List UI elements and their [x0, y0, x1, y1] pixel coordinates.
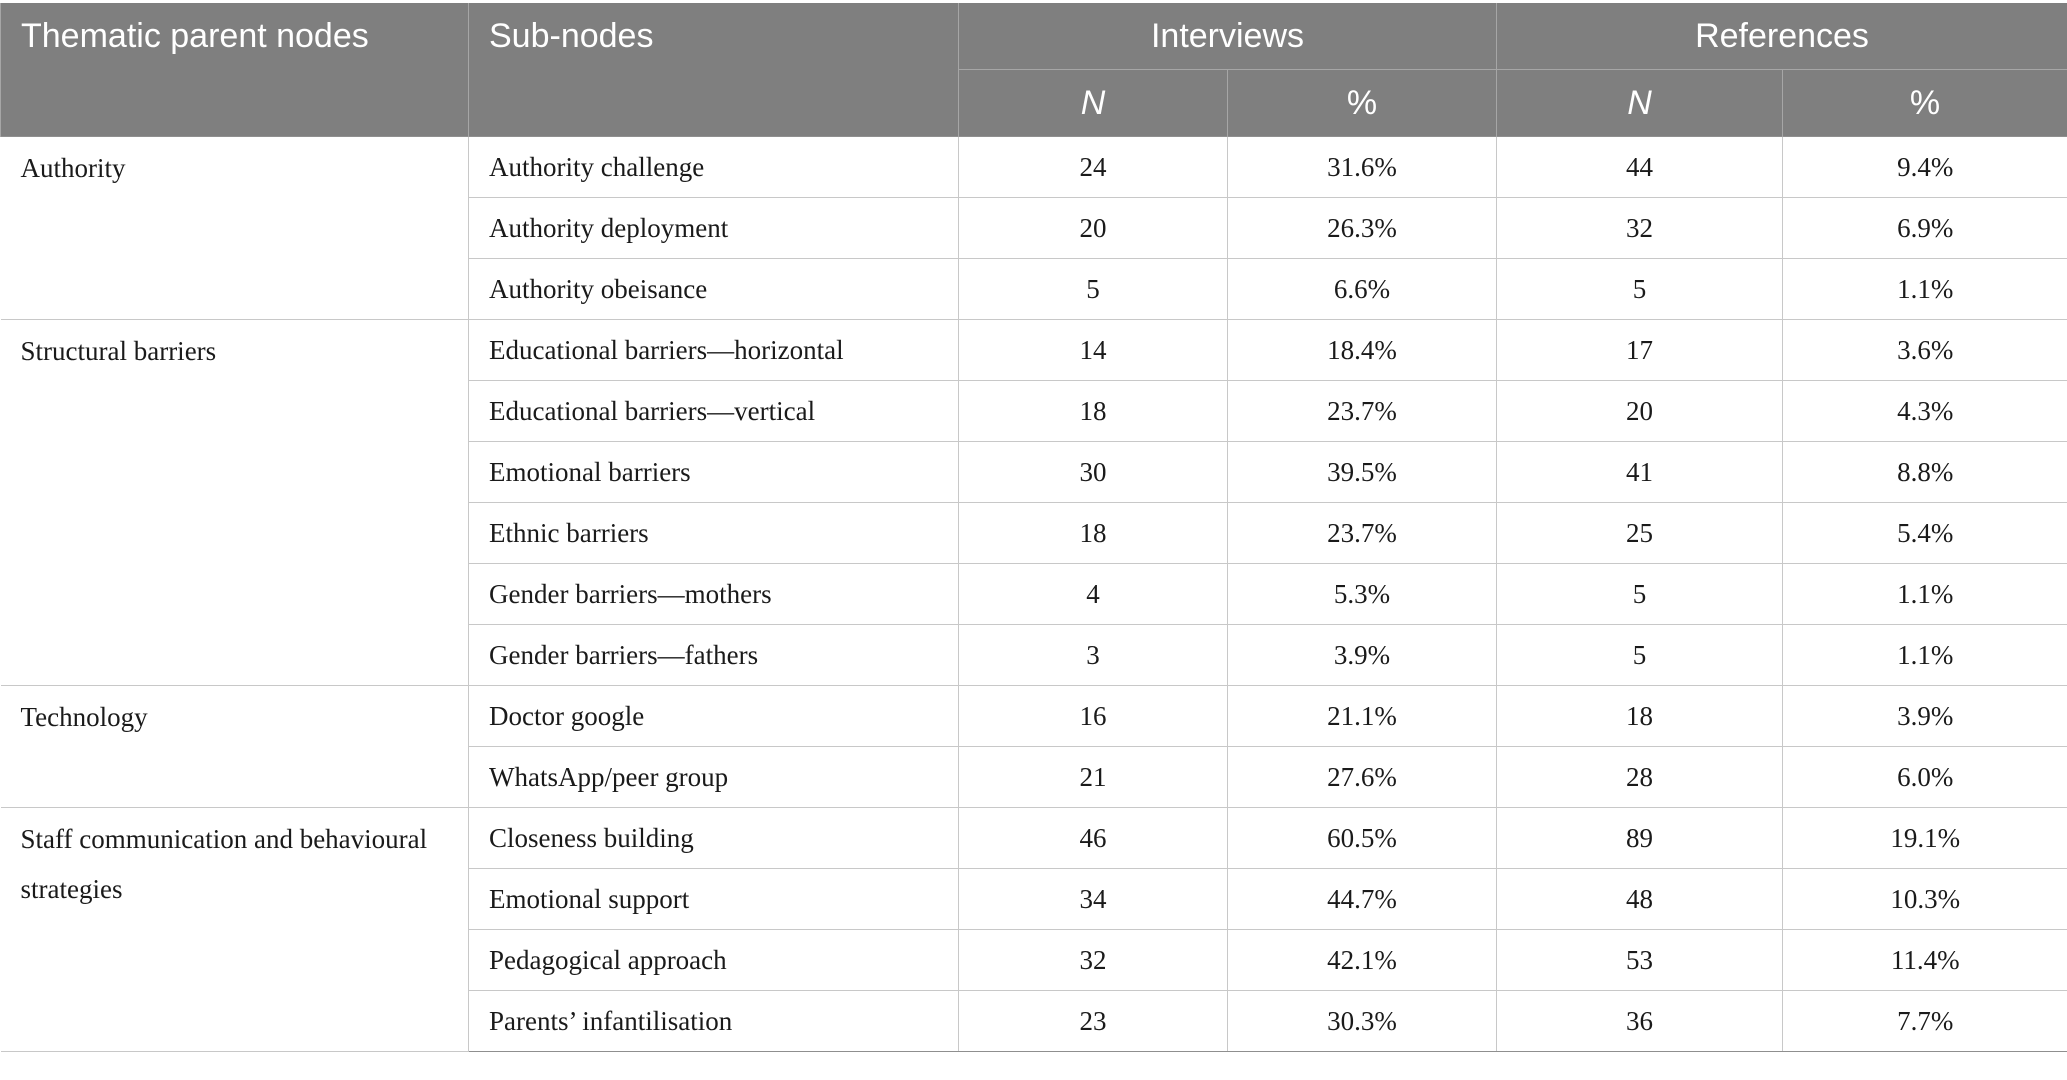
- references-n-cell: 17: [1497, 320, 1783, 381]
- table-header: [1, 3, 2067, 137]
- interviews-n-cell: 18: [959, 503, 1228, 564]
- sub-node-cell: Emotional support: [469, 869, 959, 930]
- interviews-pct-cell: 23.7%: [1228, 381, 1497, 442]
- references-pct-cell: 10.3%: [1783, 869, 2067, 930]
- sub-node-cell: Authority challenge: [469, 137, 959, 198]
- references-pct-cell: 1.1%: [1783, 259, 2067, 320]
- references-n-cell: 36: [1497, 991, 1783, 1052]
- table-body: [1, 137, 2067, 1052]
- sub-node-cell: Parents’ infantilisation: [469, 991, 959, 1052]
- interviews-n-cell: 3: [959, 625, 1228, 686]
- interviews-pct-cell: 31.6%: [1228, 137, 1497, 198]
- header-references-n: N: [1497, 70, 1783, 137]
- parent-node-cell: [1, 320, 469, 686]
- references-pct-cell: 11.4%: [1783, 930, 2067, 991]
- references-pct-cell: 8.8%: [1783, 442, 2067, 503]
- interviews-pct-cell: 23.7%: [1228, 503, 1497, 564]
- sub-node-cell: Gender barriers—mothers: [469, 564, 959, 625]
- references-n-cell: 32: [1497, 198, 1783, 259]
- interviews-pct-cell: 30.3%: [1228, 991, 1497, 1052]
- interviews-pct-cell: 44.7%: [1228, 869, 1497, 930]
- references-n-cell: 25: [1497, 503, 1783, 564]
- references-n-cell: 44: [1497, 137, 1783, 198]
- references-pct-cell: 3.6%: [1783, 320, 2067, 381]
- interviews-n-cell: 34: [959, 869, 1228, 930]
- interviews-n-cell: 18: [959, 381, 1228, 442]
- interviews-n-cell: 30: [959, 442, 1228, 503]
- sub-node-cell: Educational barriers—horizontal: [469, 320, 959, 381]
- sub-node-cell: Ethnic barriers: [469, 503, 959, 564]
- interviews-pct-cell: 18.4%: [1228, 320, 1497, 381]
- interviews-pct-cell: 39.5%: [1228, 442, 1497, 503]
- parent-node-label: Authority: [20, 153, 126, 183]
- header-parent-nodes: Thematic parent nodes: [1, 3, 469, 137]
- nodes-table: [0, 3, 2067, 1052]
- header-interviews-pct: %: [1228, 70, 1497, 137]
- references-n-cell: 53: [1497, 930, 1783, 991]
- references-pct-cell: 5.4%: [1783, 503, 2067, 564]
- sub-node-cell: WhatsApp/peer group: [469, 747, 959, 808]
- header-references-pct: %: [1783, 70, 2067, 137]
- references-n-cell: 18: [1497, 686, 1783, 747]
- parent-node-label: Staff communication and behavioural strategies: [20, 824, 428, 904]
- interviews-pct-cell: 26.3%: [1228, 198, 1497, 259]
- interviews-n-cell: 14: [959, 320, 1228, 381]
- sub-node-cell: Emotional barriers: [469, 442, 959, 503]
- parent-node-cell: [1, 808, 469, 1052]
- interviews-n-cell: 16: [959, 686, 1228, 747]
- references-n-cell: 89: [1497, 808, 1783, 869]
- header-sub-nodes: Sub-nodes: [469, 3, 959, 137]
- interviews-n-cell: 23: [959, 991, 1228, 1052]
- references-n-cell: 28: [1497, 747, 1783, 808]
- parent-node-cell: [1, 137, 469, 320]
- references-pct-cell: 6.9%: [1783, 198, 2067, 259]
- sub-node-cell: Doctor google: [469, 686, 959, 747]
- interviews-n-cell: 20: [959, 198, 1228, 259]
- sub-node-cell: Authority obeisance: [469, 259, 959, 320]
- parent-node-label: Technology: [20, 702, 148, 732]
- references-n-cell: 48: [1497, 869, 1783, 930]
- references-n-cell: 20: [1497, 381, 1783, 442]
- interviews-pct-cell: 21.1%: [1228, 686, 1497, 747]
- interviews-pct-cell: 6.6%: [1228, 259, 1497, 320]
- interviews-n-cell: 5: [959, 259, 1228, 320]
- sub-node-cell: Gender barriers—fathers: [469, 625, 959, 686]
- references-pct-cell: 1.1%: [1783, 625, 2067, 686]
- references-pct-cell: 9.4%: [1783, 137, 2067, 198]
- table-row: [1, 137, 2067, 198]
- parent-node-label: Structural barriers: [20, 336, 217, 366]
- interviews-n-cell: 21: [959, 747, 1228, 808]
- references-pct-cell: 3.9%: [1783, 686, 2067, 747]
- header-interviews: Interviews: [959, 3, 1497, 70]
- references-pct-cell: 7.7%: [1783, 991, 2067, 1052]
- table-row: [1, 686, 2067, 747]
- interviews-n-cell: 46: [959, 808, 1228, 869]
- table-row: [1, 808, 2067, 869]
- interviews-n-cell: 4: [959, 564, 1228, 625]
- references-pct-cell: 6.0%: [1783, 747, 2067, 808]
- header-references: References: [1497, 3, 2067, 70]
- references-n-cell: 5: [1497, 625, 1783, 686]
- header-interviews-n: N: [959, 70, 1228, 137]
- interviews-pct-cell: 3.9%: [1228, 625, 1497, 686]
- references-pct-cell: 4.3%: [1783, 381, 2067, 442]
- interviews-pct-cell: 60.5%: [1228, 808, 1497, 869]
- interviews-pct-cell: 27.6%: [1228, 747, 1497, 808]
- interviews-pct-cell: 42.1%: [1228, 930, 1497, 991]
- references-n-cell: 5: [1497, 564, 1783, 625]
- parent-node-cell: [1, 686, 469, 808]
- sub-node-cell: Educational barriers—vertical: [469, 381, 959, 442]
- interviews-n-cell: 24: [959, 137, 1228, 198]
- references-pct-cell: 1.1%: [1783, 564, 2067, 625]
- sub-node-cell: Authority deployment: [469, 198, 959, 259]
- sub-node-cell: Closeness building: [469, 808, 959, 869]
- interviews-pct-cell: 5.3%: [1228, 564, 1497, 625]
- references-n-cell: 41: [1497, 442, 1783, 503]
- references-pct-cell: 19.1%: [1783, 808, 2067, 869]
- references-n-cell: 5: [1497, 259, 1783, 320]
- table-row: [1, 320, 2067, 381]
- interviews-n-cell: 32: [959, 930, 1228, 991]
- sub-node-cell: Pedagogical approach: [469, 930, 959, 991]
